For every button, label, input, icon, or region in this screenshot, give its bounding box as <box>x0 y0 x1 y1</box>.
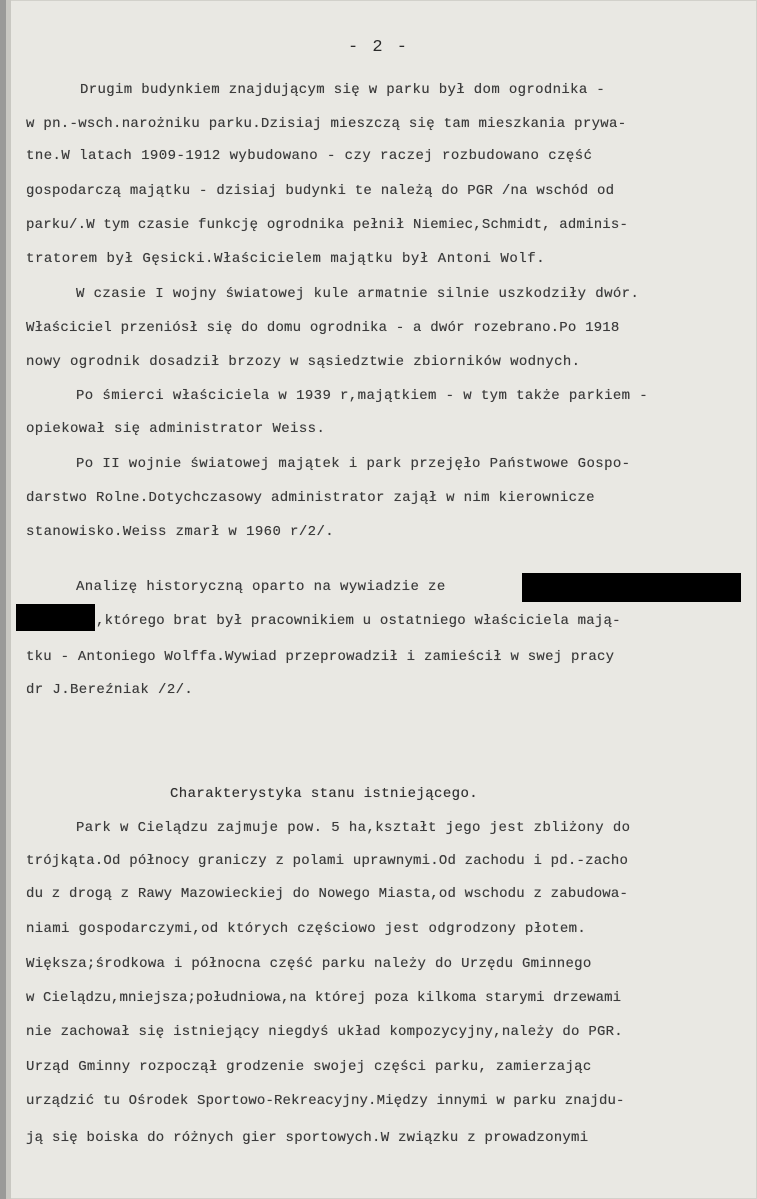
text-line: trójkąta.Od północy graniczy z polami uprawnymi.Od zachodu i pd.-zacho <box>26 853 629 869</box>
text-line: ją się boiska do różnych gier sportowych.W związku z prowadzonymi <box>26 1130 589 1146</box>
text-line: w pn.-wsch.narożniku parku.Dzisiaj mieszczą się tam mieszkania prywa- <box>26 116 627 132</box>
text-line: darstwo Rolne.Dotychczasowy administrator zajął w nim kierownicze <box>26 490 595 506</box>
text-line: w Cielądzu,mniejsza;południowa,na której poza kilkoma starymi drzewami <box>26 990 622 1006</box>
text-line: Park w Cielądzu zajmuje pow. 5 ha,kształt jego jest zbliżony do <box>76 820 631 836</box>
text-line: stanowisko.Weiss zmarł w 1960 r/2/. <box>26 524 335 540</box>
redaction-bar <box>16 604 95 631</box>
text-line: Po II wojnie światowej majątek i park przejęło Państwowe Gospo- <box>76 456 631 472</box>
text-line: tne.W latach 1909-1912 wybudowano - czy raczej rozbudowano część <box>26 148 593 164</box>
text-line: dr J.Bereźniak /2/. <box>26 682 194 698</box>
text-line: tku - Antoniego Wolffa.Wywiad przeprowadził i zamieścił w swej pracy <box>26 649 615 665</box>
text-line: Większa;środkowa i północna część parku należy do Urzędu Gminnego <box>26 956 592 972</box>
text-line: niami gospodarczymi,od których częściowo jest odgrodzony płotem. <box>26 921 587 937</box>
text-line: ,którego brat był pracownikiem u ostatniego właściciela mają- <box>96 613 621 629</box>
redaction-bar <box>522 573 741 602</box>
page-number: - 2 - <box>347 38 409 57</box>
text-line: Drugim budynkiem znajdującym się w parku był dom ogrodnika - <box>80 82 606 98</box>
text-line: parku/.W tym czasie funkcję ogrodnika pełnił Niemiec,Schmidt, adminis- <box>26 217 629 233</box>
text-line: urządzić tu Ośrodek Sportowo-Rekreacyjny.Między innymi w parku znajdu- <box>26 1093 625 1109</box>
text-line: nie zachował się istniejący niegdyś układ kompozycyjny,należy do PGR. <box>26 1024 623 1040</box>
text-line: Analizę historyczną oparto na wywiadzie ze <box>76 579 446 595</box>
text-line: W czasie I wojny światowej kule armatnie silnie uszkodziły dwór. <box>76 286 640 302</box>
text-line: Urząd Gminny rozpoczął grodzenie swojej części parku, zamierzając <box>26 1059 592 1075</box>
text-line: gospodarczą majątku - dzisiaj budynki te należą do PGR /na wschód od <box>26 183 615 199</box>
text-line: Po śmierci właściciela w 1939 r,majątkiem - w tym także parkiem - <box>76 388 649 404</box>
text-line: du z drogą z Rawy Mazowieckiej do Nowego Miasta,od wschodu z zabudowa- <box>26 886 629 902</box>
text-line: Właściciel przeniósł się do domu ogrodnika - a dwór rozebrano.Po 1918 <box>26 320 620 336</box>
text-line: tratorem był Gęsicki.Właścicielem majątku był Antoni Wolf. <box>26 251 546 267</box>
text-line: nowy ogrodnik dosadził brzozy w sąsiedztwie zbiorników wodnych. <box>26 354 581 370</box>
section-heading: Charakterystyka stanu istniejącego. <box>170 786 479 802</box>
text-line: opiekował się administrator Weiss. <box>26 421 326 437</box>
